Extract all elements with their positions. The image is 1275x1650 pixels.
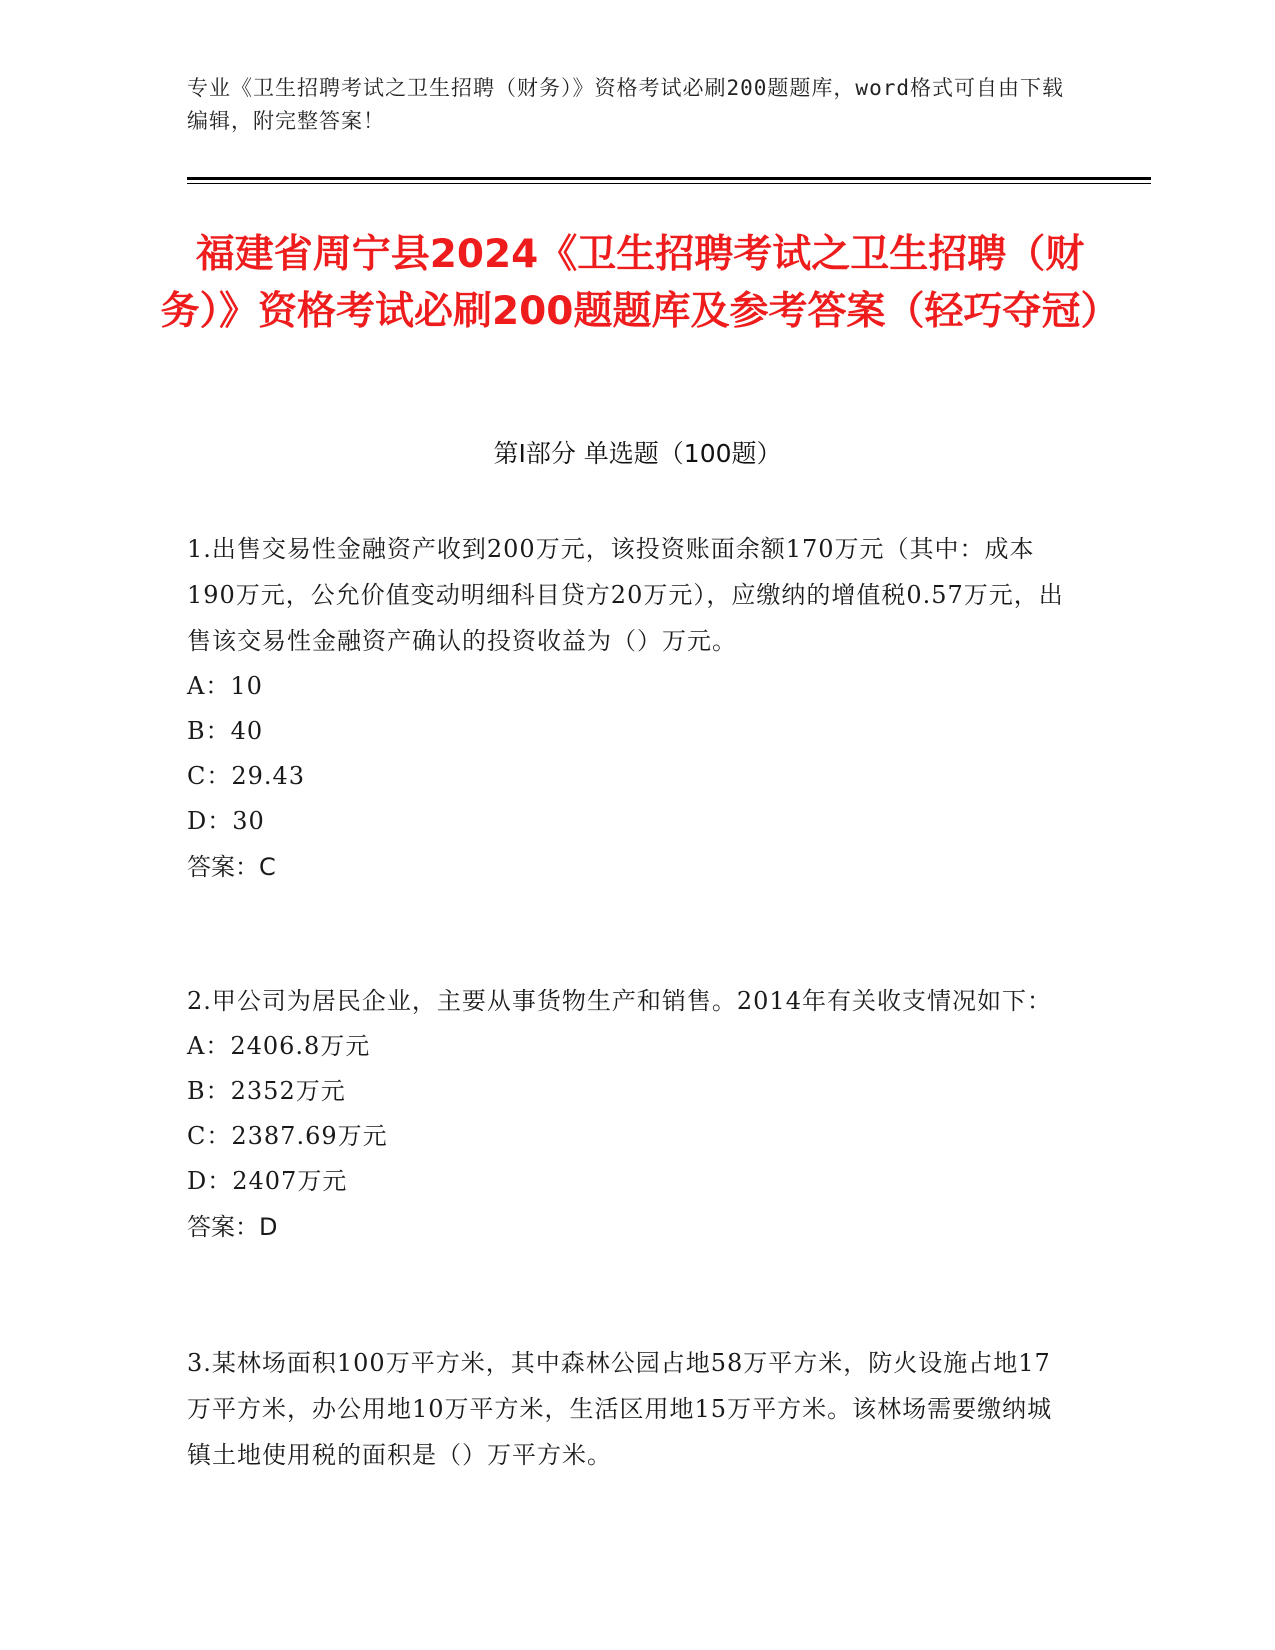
option-b: B：2352万元 <box>187 1077 346 1105</box>
header-note: 专业《卫生招聘考试之卫生招聘（财务）》资格考试必刷200题题库，word格式可自由下载编辑，附完整答案！ <box>187 76 1064 133</box>
question-1 <box>187 526 1067 890</box>
option-c: C：29.43 <box>187 762 306 790</box>
option-d: D：2407万元 <box>187 1167 348 1195</box>
section-title: 第I部分 单选题（100题） <box>493 439 782 468</box>
option-a: A：10 <box>187 672 263 700</box>
question-text: 3.某林场面积100万平方米，其中森林公园占地58万平方米，防火设施占地17万平方米，办公用地10万平方米，生活区用地15万平方米。该林场需要缴纳城镇土地使用税的面积是（）万平方米。 <box>187 1349 1053 1469</box>
answer: 答案：D <box>187 1213 278 1241</box>
answer: 答案：C <box>187 853 276 881</box>
document-title: 福建省周宁县2024《卫生招聘考试之卫生招聘（财务）》资格考试必刷200题题库及参考答案（轻巧夺冠） <box>160 232 1120 334</box>
header-divider-thick <box>187 177 1151 180</box>
option-a: A：2406.8万元 <box>187 1032 371 1060</box>
option-d: D：30 <box>187 807 265 835</box>
option-b: B：40 <box>187 717 264 745</box>
question-text: 1.出售交易性金融资产收到200万元，该投资账面余额170万元（其中：成本190万元，公允价值变动明细科目贷方20万元），应缴纳的增值税0.57万元，出售该交易性金融资产确认的投资收益为（）万元。 <box>187 535 1064 655</box>
question-3 <box>187 1340 1067 1478</box>
option-c: C：2387.69万元 <box>187 1122 388 1150</box>
question-2 <box>187 978 1067 1250</box>
question-text: 2.甲公司为居民企业，主要从事货物生产和销售。2014年有关收支情况如下： <box>187 987 1052 1015</box>
header-divider-thin <box>187 183 1151 184</box>
